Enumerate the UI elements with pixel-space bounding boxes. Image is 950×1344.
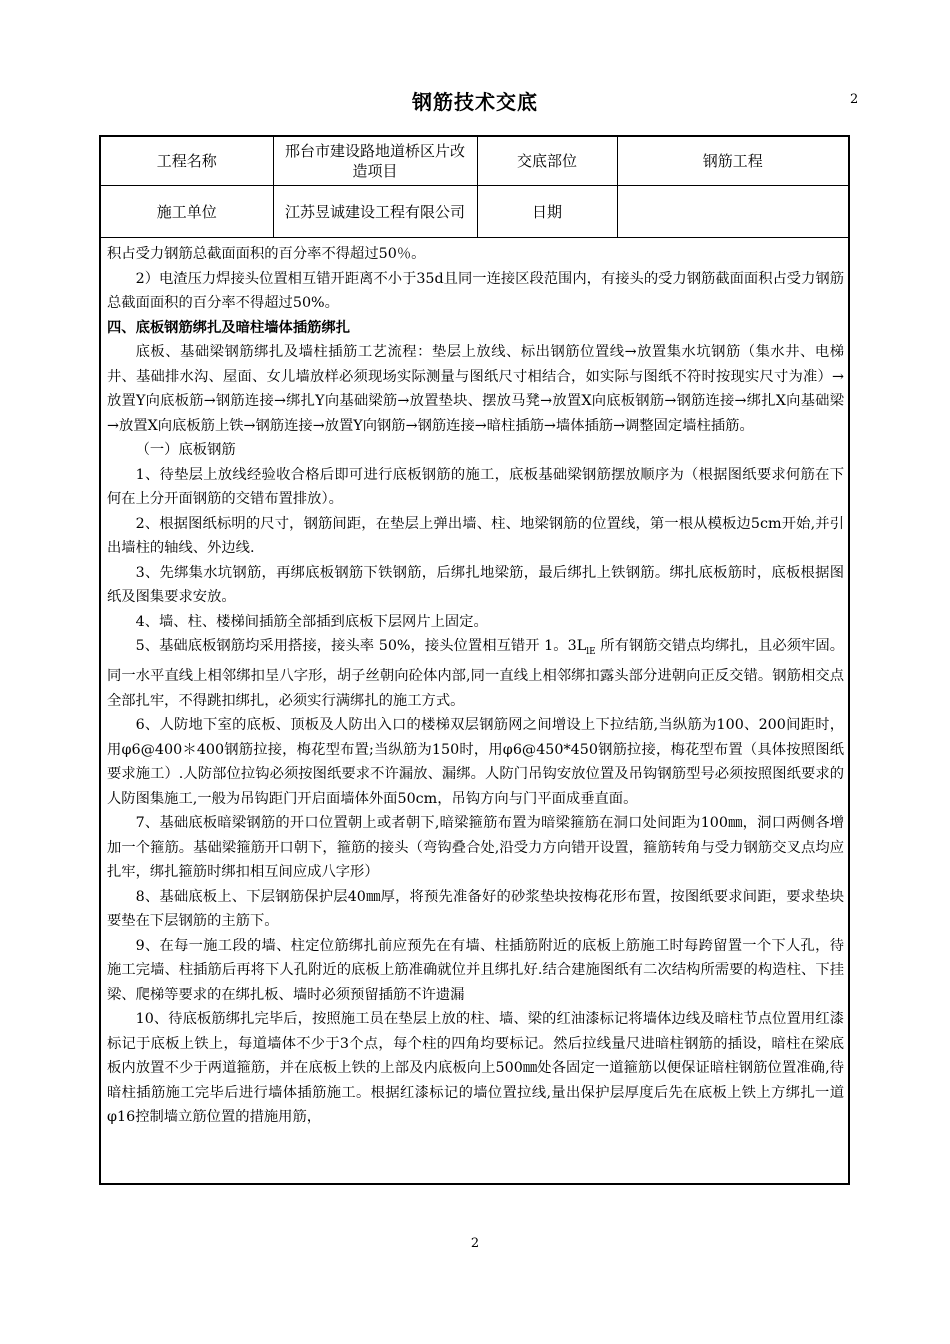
list-item: [107, 634, 844, 713]
project-name-value: 邢台市建设路地道桥区片改造项目: [273, 137, 477, 186]
construction-unit-label: 施工单位: [101, 186, 273, 238]
list-item: 7、基础底板暗梁钢筋的开口位置朝上或者朝下,暗梁箍筋布置为暗梁箍筋在洞口处间距为100㎜，洞口两侧各增加一个箍筋。基础梁箍筋开口朝下，箍筋的接头（弯钩叠合处,沿受力方向错开设置，箍筋转角与受力钢筋交叉点均应扎牢，绑扎箍筋时绑扣相互间应成八字形）: [107, 815, 844, 881]
list-item-text: 所有钢筋交错点均绑扎，且必须牢固。同一水平直线上相邻绑扣呈八字形，胡子丝朝向砼体内部,同一直线上相邻绑扣露头部分进朝向正反交错。钢筋相交点全部扎牢，不得跳扣绑扎，必须实行满绑扎的施工方式。: [107, 638, 845, 709]
date-value: [617, 186, 848, 238]
document-frame: [99, 135, 850, 1185]
list-item-text: 5、基础底板钢筋均采用搭接，接头率 50%，接头位置相互错开 1。3L: [135, 638, 587, 654]
list-item: 3、先绑集水坑钢筋，再绑底板钢筋下铁钢筋，后绑扎地梁筋，最后绑扎上铁钢筋。绑扎底板筋时，底板根据图纸及图集要求安放。: [107, 564, 844, 605]
header-row-project: [101, 137, 848, 186]
disclosure-part-value: 钢筋工程: [617, 137, 848, 186]
header-row-unit: [101, 186, 848, 238]
list-item: 6、人防地下室的底板、顶板及人防出入口的楼梯双层钢筋网之间增设上下拉结筋,当纵筋为100、200间距时，用φ6@400＊400钢筋拉接，梅花型布置;当纵筋为150时，用φ6@450*450钢筋拉接，梅花型布置（具体按照图纸要求施工）.人防部位拉钩必须按图纸要求不许漏放、漏绑。人防门吊钩安放位置及吊钩钢筋型号必须按照图纸要求的人防图集施工,一般为吊钩距门开启面墙体外面50cm，吊钩方向与门平面成垂直面。: [107, 717, 844, 807]
body-text: [107, 242, 844, 1130]
document-title: 钢筋技术交底: [412, 90, 538, 114]
page-number-corner: 2: [850, 92, 859, 107]
paragraph: 2）电渣压力焊接头位置相互错开距离不小于35d且同一连接区段范围内，有接头的受力钢筋截面面积占受力钢筋总截面面积的百分率不得超过50%。: [107, 270, 844, 311]
list-item: 8、基础底板上、下层钢筋保护层40㎜厚，将预先准备好的砂浆垫块按梅花形布置，按图纸要求间距，要求垫块要垫在下层钢筋的主筋下。: [107, 888, 844, 930]
page-number-footer: 2: [470, 1236, 480, 1251]
list-item: 2、根据图纸标明的尺寸，钢筋间距，在垫层上弹出墙、柱、地梁钢筋的位置线，第一根从模板边5cm开始,并引出墙柱的轴线、外边线.: [107, 515, 844, 556]
list-item: 10、待底板筋绑扎完毕后，按照施工员在垫层上放的柱、墙、梁的红油漆标记将墙体边线及暗柱节点位置用红漆标记于底板上铁上，每道墙体不少于3个点，每个柱的四角均要标记。然后拉线量尺进暗柱钢筋的插设，暗柱在梁底板内放置不少于两道箍筋，并在底板上铁的上部及内底板向上500㎜处各固定一道箍筋以便保证暗柱钢筋位置准确,待暗柱插筋施工完毕后进行墙体插筋施工。根据红漆标记的墙位置拉线,量出保护层厚度后先在底板上铁上方绑扎一道φ16控制墙立筋位置的措施用筋，: [107, 1011, 844, 1126]
list-item: 4、墙、柱、楼梯间插筋全部插到底板下层网片上固定。: [135, 613, 488, 630]
subsection-heading: （一）底板钢筋: [135, 442, 236, 458]
construction-unit-value: 江苏昱诚建设工程有限公司: [273, 186, 477, 238]
subscript: lE: [586, 646, 596, 657]
section-heading: 四、底板钢筋绑扎及暗柱墙体插筋绑扎: [107, 319, 351, 336]
list-item: 9、在每一施工段的墙、柱定位筋绑扎前应预先在有墙、柱插筋附近的底板上筋施工时每跨留置一个下人孔，待施工完墙、柱插筋后再将下人孔附近的底板上筋准确就位并且绑扎好.结合建施图纸有二次结构所需要的构造柱、下挂梁、爬梯等要求的在绑扎板、墙时必须预留插筋不许遗漏: [107, 937, 844, 1003]
project-name-label: 工程名称: [101, 137, 273, 186]
date-label: 日期: [477, 186, 617, 238]
header-table: [101, 137, 848, 238]
paragraph: 积占受力钢筋总截面面积的百分率不得超过50％。: [107, 246, 426, 262]
paragraph: 底板、基础梁钢筋绑扎及墙柱插筋工艺流程：垫层上放线、标出钢筋位置线→放置集水坑钢筋（集水井、电梯井、基础排水沟、屋面、女儿墙放样必须现场实际测量与图纸尺寸相结合，如实际与图纸不符时按现实尺寸为准）→放置Y向底板筋→钢筋连接→绑扎Y向基础梁筋→放置垫块、摆放马凳→放置X向底板钢筋→钢筋连接→绑扎X向基础梁→放置X向底板筋上铁→钢筋连接→放置Y向钢筋→钢筋连接→暗柱插筋→墙体插筋→调整固定墙柱插筋。: [107, 344, 844, 434]
list-item: 1、待垫层上放线经验收合格后即可进行底板钢筋的施工，底板基础梁钢筋摆放顺序为（根据图纸要求何筋在下何在上分开面钢筋的交错布置排放）。: [107, 466, 844, 507]
disclosure-part-label: 交底部位: [477, 137, 617, 186]
